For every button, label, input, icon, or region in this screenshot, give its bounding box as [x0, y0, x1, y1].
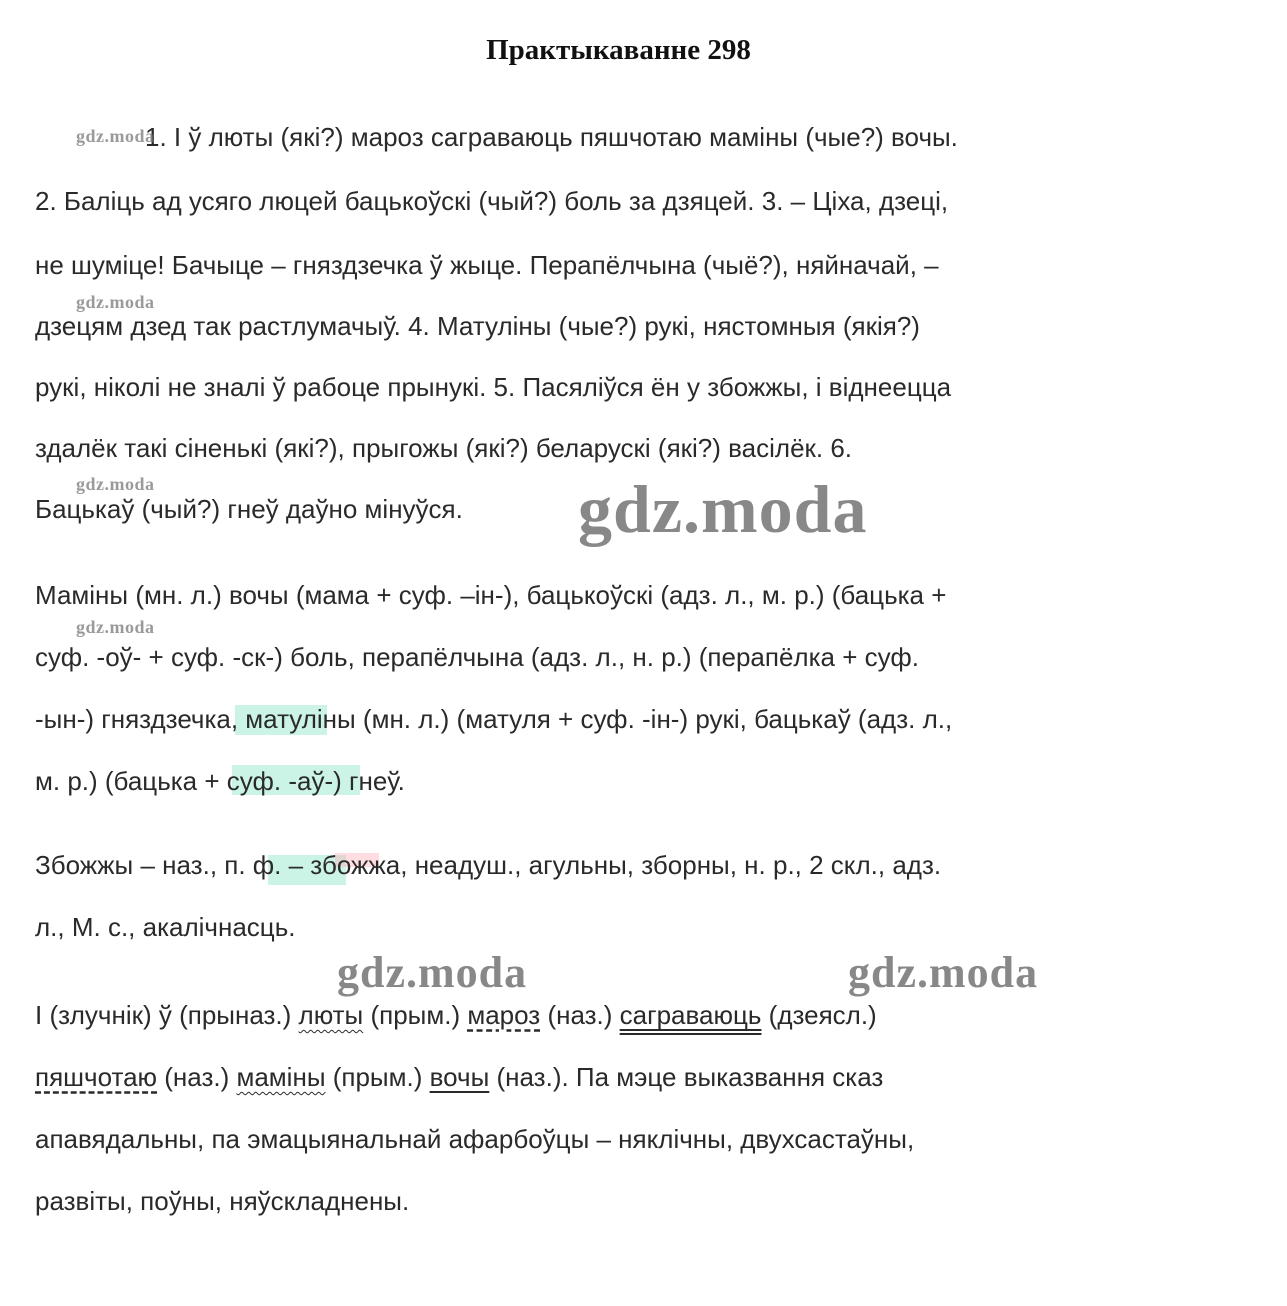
text-line: дзецям дзед так растлумачыў. 4. Матуліны (чые?) рукі, нястомныя (якія?) — [35, 311, 920, 341]
watermark-small: gdz.moda — [76, 292, 155, 312]
watermark-large: gdz.moda — [848, 948, 1039, 997]
text-line: не шуміце! Бачыце – гняздзечка ў жыце. Перапёлчына (чыё?), няйначай, – — [35, 250, 939, 280]
attribute-word: маміны — [236, 1062, 326, 1092]
watermark-small: gdz.moda — [76, 474, 155, 494]
word-label: (наз.) — [540, 1000, 620, 1030]
subject-word: вочы — [429, 1062, 490, 1092]
predicate-word: саграваюць — [619, 1000, 762, 1030]
text-line: суф. -оў- + суф. -ск-) боль, перапёлчына (адз. л., н. р.) (перапёлка + суф. — [35, 642, 919, 672]
word-label: (прым.) — [363, 1000, 468, 1030]
text-line: Збожжы – наз., п. ф. – збожжа, неадуш., агульны, зборны, н. р., 2 скл., адз. — [35, 850, 942, 880]
object-word: пяшчотаю — [35, 1062, 158, 1092]
watermark-large: gdz.moda — [337, 948, 528, 997]
word: ў — [158, 1000, 172, 1030]
text-line — [35, 1062, 883, 1093]
subject-word: мароз — [467, 1000, 541, 1030]
text-line: 1. І ў люты (які?) мароз саграваюць пяшчотаю маміны (чые?) вочы. — [145, 122, 958, 152]
word-label: (прым.) — [325, 1062, 430, 1092]
text-line: рукі, ніколі не зналі ў рабоце прынукі. 5. Пасяліўся ён у збожжы, і віднеецца — [35, 372, 952, 402]
word-label: (наз.). Па мэце выказвання сказ — [489, 1062, 884, 1092]
text-line: развіты, поўны, няўскладнены. — [35, 1186, 410, 1216]
watermark-large: gdz.moda — [578, 471, 868, 547]
text-line: Бацькаў (чый?) гнеў даўно мінуўся. — [35, 494, 463, 524]
text-line: л., М. с., акалічнасць. — [35, 912, 296, 942]
text-line: Маміны (мн. л.) вочы (мама + суф. –ін-), бацькоўскі (адз. л., м. р.) (бацька + — [35, 580, 947, 610]
watermark-small: gdz.moda — [76, 617, 155, 637]
watermark-small: gdz.moda — [76, 126, 155, 146]
word-label: (дзеясл.) — [761, 1000, 877, 1030]
text-line: апавядальны, па эмацыянальнай афарбоўцы – няклічны, двухсастаўны, — [35, 1124, 915, 1154]
text-line: м. р.) (бацька + суф. -аў-) гнеў. — [35, 766, 405, 796]
word: І — [35, 1000, 43, 1030]
word-label: (наз.) — [157, 1062, 237, 1092]
word-label: (прыназ.) — [171, 1000, 299, 1030]
text-line — [35, 1000, 877, 1031]
text-line: -ын-) гняздзечка, матуліны (мн. л.) (матуля + суф. -ін-) рукі, бацькаў (адз. л., — [35, 704, 953, 734]
page-title: Практыкаванне 298 — [486, 34, 751, 66]
text-line: здалёк такі сіненькі (які?), прыгожы (які?) беларускі (які?) васілёк. 6. — [35, 433, 853, 463]
word-label: (злучнік) — [42, 1000, 159, 1030]
attribute-word: люты — [298, 1000, 364, 1030]
text-line: 2. Баліць ад усяго люцей бацькоўскі (чый?) боль за дзяцей. 3. – Ціха, дзеці, — [35, 186, 949, 216]
